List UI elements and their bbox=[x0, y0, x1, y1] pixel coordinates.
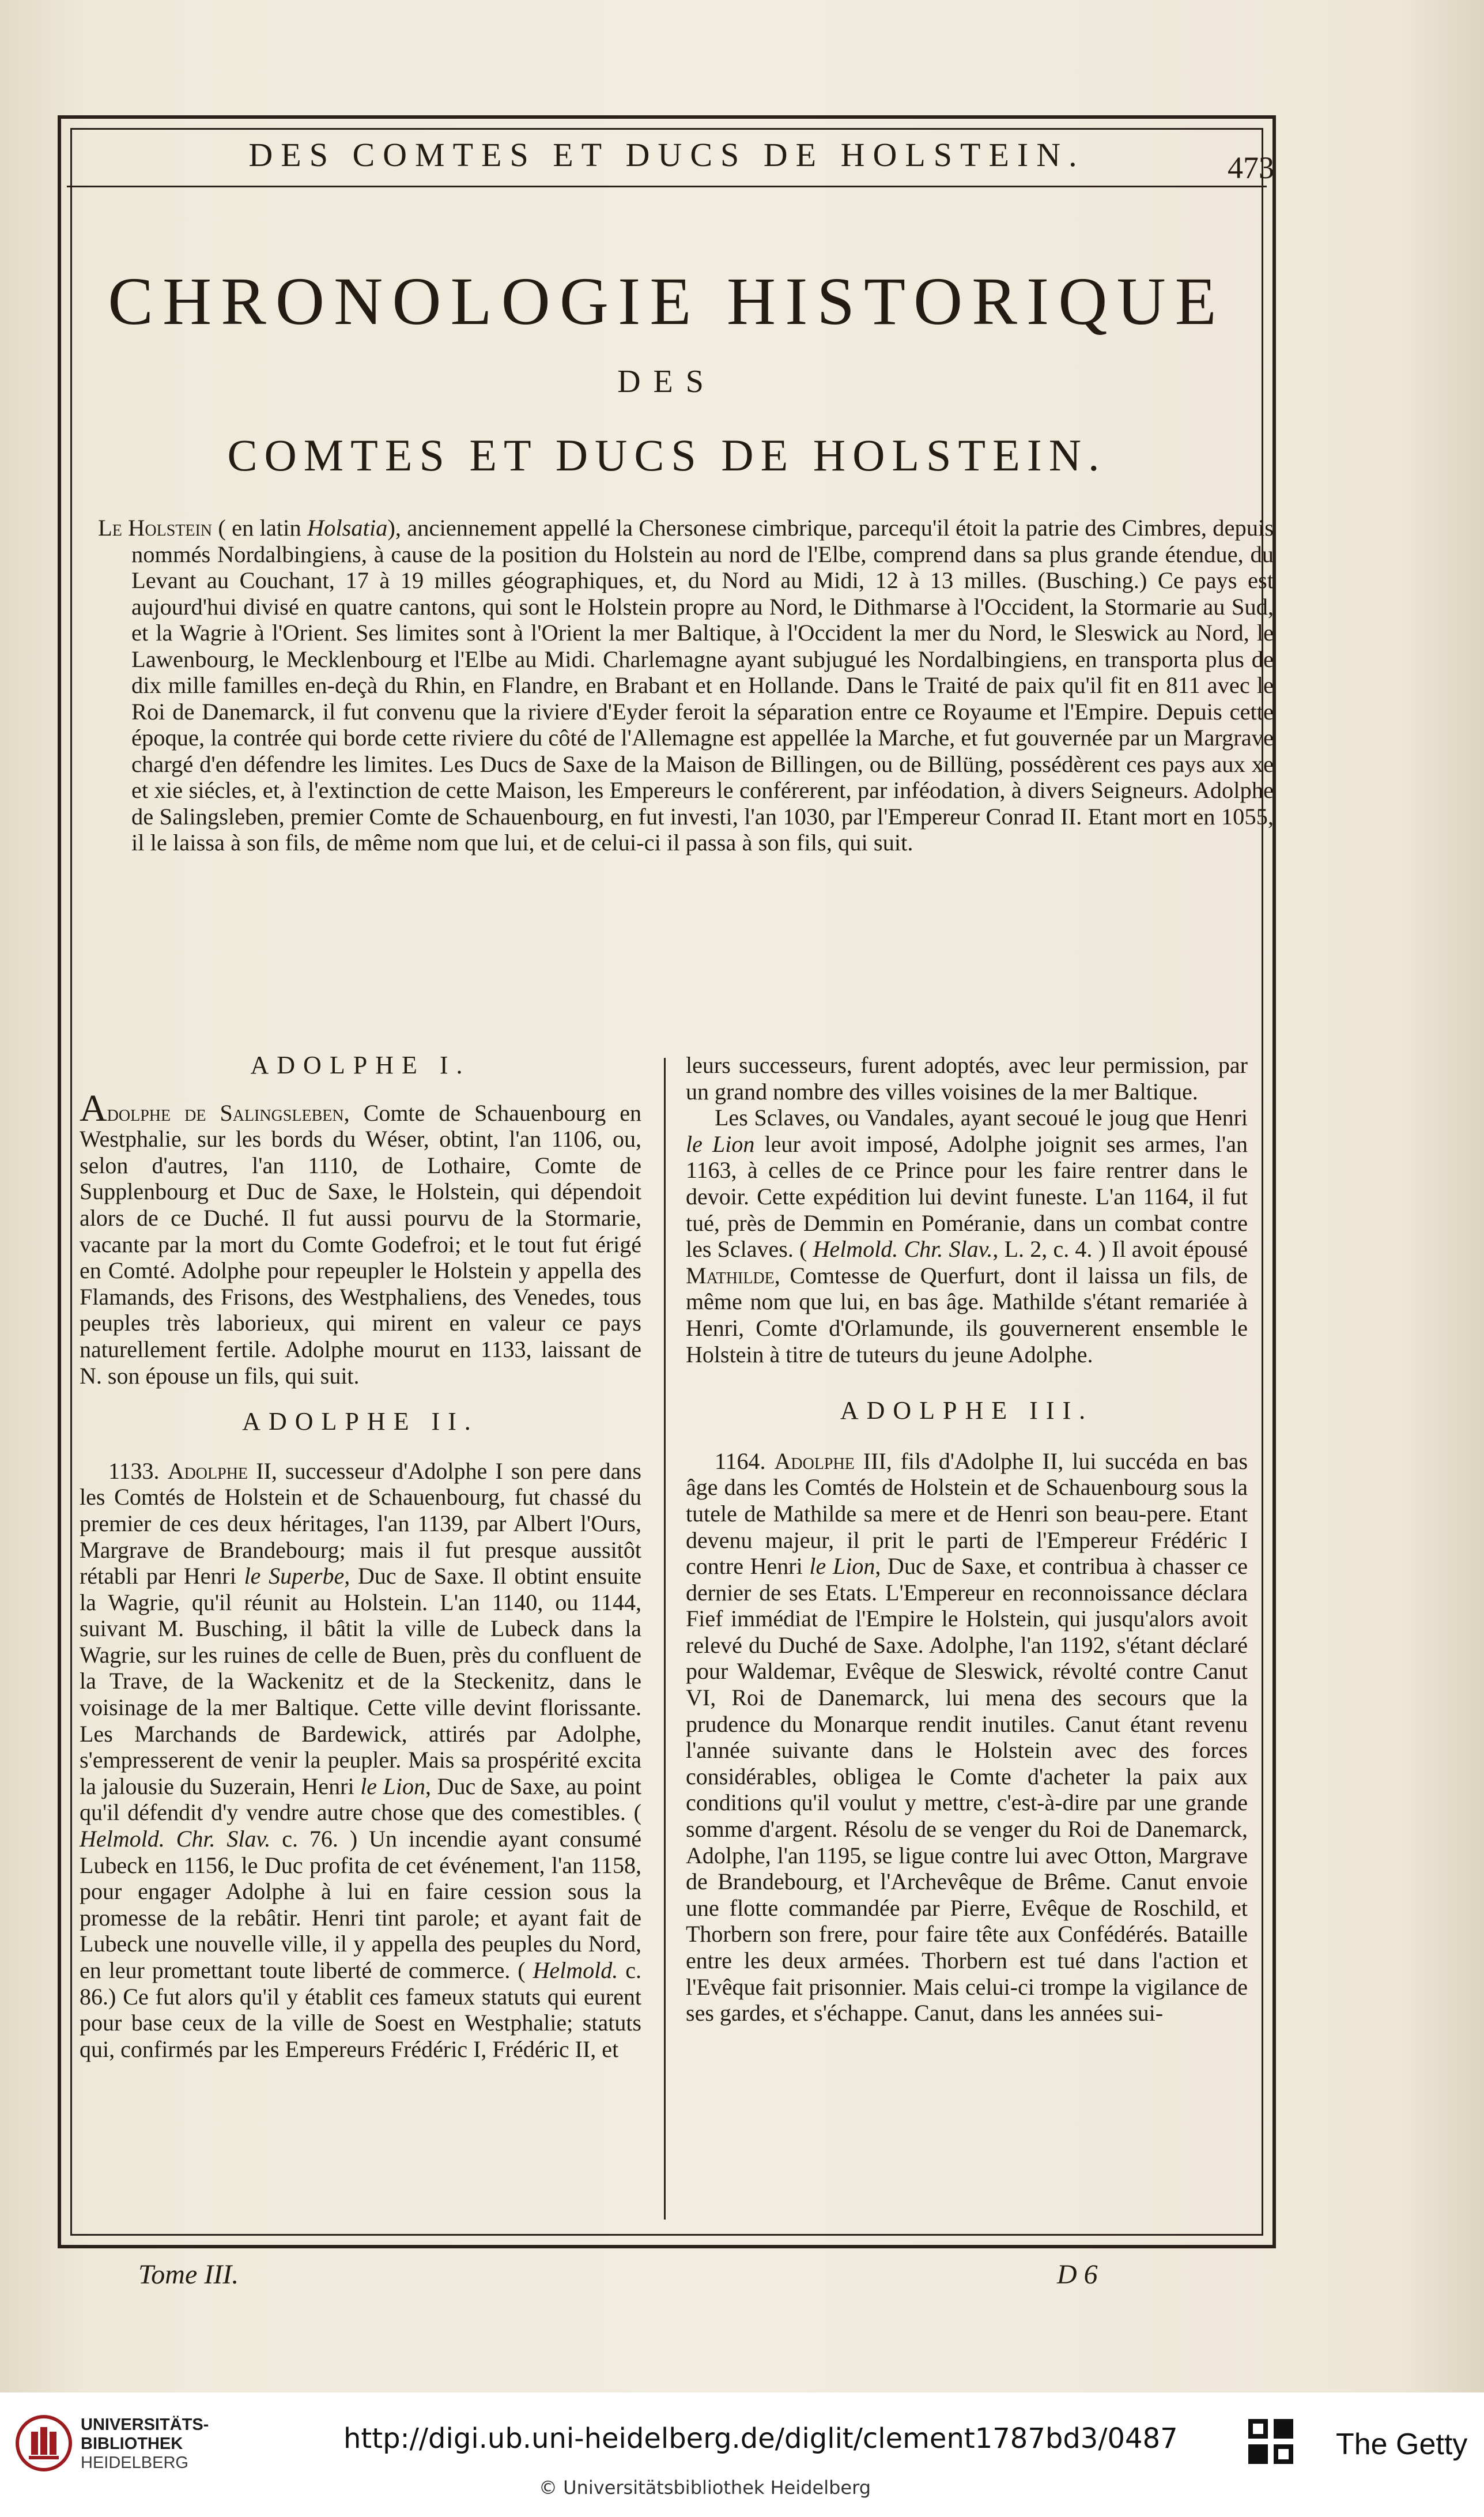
running-head: DES COMTES ET DUCS DE HOLSTEIN. bbox=[248, 136, 1085, 174]
page-number: 473 bbox=[1228, 150, 1274, 185]
adolphe-2-italic-3: Helmold. Chr. Slav. bbox=[80, 1826, 271, 1852]
adolphe-2-year: 1133. bbox=[108, 1457, 168, 1484]
title-connector: DES bbox=[617, 364, 716, 400]
permalink-url[interactable]: http://digi.ub.uni-heidelberg.de/diglit/clement1787bd3/0487 bbox=[343, 2422, 1178, 2455]
section-heading-adolphe-1: ADOLPHE I. bbox=[250, 1051, 471, 1079]
adolphe-3-paragraph bbox=[686, 1448, 1248, 2026]
intro-text-2: ), anciennement appellé la Chersonese cimbrique, parcequ'il étoit la patrie des Cimbres, depuis nommés Nordalbingiens, à cause de la position du Holstein au nord de l'Elbe, comprend dans sa plus grande étendue, du Levant au Couchant, 17 à 19 milles géographiques, et, du Nord au Midi, 12 à 13 milles. (Busching.) Ce pays est aujourd'hui divisé en quatre cantons, qui sont le Holstein propre au Nord, le Dithmarse à l'Occident, la Stormarie au Sud, et la Wagrie à l'Orient. Ses limites sont à l'Orient la mer Baltique, à l'Occident la mer du Nord, le Sleswick au Nord, le Lawenbourg, le Mecklenbourg et l'Elbe au Midi. Charlemagne ayant subjugué les Nordalbingiens, en transporta plus de dix mille familles en-deçà du Rhin, en Flandre, en Brabant et en Hollande. Dans le Traité de paix qu'il fit en 811 avec le Roi de Danemarck, il fut convenu que la riviere d'Eyder feroit la séparation entre ce Royaume et l'Empire. Depuis cette époque, la contrée qui borde cette riviere du côté de l'Allemagne est appellée la Marche, et fut gouvernée par un Margrave chargé d'en défendre les limites. Les Ducs de Saxe de la Maison de Billingen, ou de Billüng, possédèrent ces pays aux xe et xie siécles, et, à l'extinction de cette Maison, les Empereurs le conférerent, par inféodation, à divers Seigneurs. Adolphe de Salingsleben, premier Comte de Schauenbourg, en fut investi, l'an 1030, par l'Empereur Conrad II. Etant mort en 1055, il le laissa à son fils, de même nom que lui, et de celui-ci il passa à son fils, qui suit. bbox=[131, 515, 1274, 856]
uni-name-line-2: BIBLIOTHEK bbox=[81, 2435, 183, 2453]
sclaves-smallcaps: Mathilde bbox=[686, 1262, 775, 1288]
adolphe-1-lead: dolphe de Salingsleben bbox=[107, 1099, 344, 1126]
adolphe-2-text-2: Duc de Saxe. Il obtint ensuite la Wagrie, qu'il réunit au Holstein. L'an 1140, ou 1144, suivant M. Busching, il bâtit la ville de Lubeck dans la Wagrie, sur les ruines de celle de Buen, près du confluent de la Trave, de la Wackenitz et de la Steckenitz, dans le voisinage de la mer Baltique. Cette ville devint florissante. Les Marchands de Bardewick, attirés par Adolphe, s'empresserent de venir la peupler. Mais sa prospérité excita la jalousie du Suzerain, Henri bbox=[80, 1563, 641, 1799]
section-heading-adolphe-2: ADOLPHE II. bbox=[242, 1407, 479, 1436]
sclaves-text-1: Les Sclaves, ou Vandales, ayant secoué le joug que Henri bbox=[715, 1105, 1248, 1131]
adolphe-1-paragraph bbox=[80, 1087, 641, 1389]
uni-name-line-3: HEIDELBERG bbox=[81, 2454, 188, 2472]
ub-heidelberg-logo-icon[interactable] bbox=[15, 2414, 73, 2472]
adolphe-3-text-1: III, fils d'Adolphe II, lui succéda en bas âge dans les Comtés de Holstein et de Schauenbourg sous la tutele de Mathilde sa mere et de Henri son beau-pere. Etant devenu majeur, il prit le parti de l'Empereur Frédéric I contre Henri bbox=[686, 1448, 1248, 1580]
intro-paragraph bbox=[98, 515, 1274, 856]
column-divider bbox=[664, 1058, 666, 2220]
university-library-name[interactable] bbox=[81, 2416, 209, 2473]
adolphe-3-year: 1164. bbox=[715, 1448, 775, 1474]
intro-text-1: ( en latin bbox=[212, 515, 307, 541]
left-column bbox=[80, 1052, 641, 2062]
adolphe-2-text-5: c. 86.) Ce fut alors qu'il y établit ces fameux statuts qui eurent pour base ceux de la ville de Soest en Westphalie; statuts qui, confirmés par les Empereurs Frédéric I, Frédéric II, et bbox=[80, 1957, 641, 2062]
volume-signature: Tome III. bbox=[138, 2259, 239, 2290]
uni-name-line-1: UNIVERSITÄTS- bbox=[81, 2416, 209, 2434]
adolphe-2-lead: Adolphe bbox=[167, 1457, 248, 1484]
gathering-signature: D 6 bbox=[1057, 2259, 1098, 2290]
sclaves-paragraph bbox=[686, 1105, 1248, 1367]
adolphe-2-italic-4: Helmold. bbox=[533, 1957, 618, 1983]
adolphe-2-italic-2: le Lion bbox=[360, 1773, 425, 1799]
drop-initial: A bbox=[80, 1087, 107, 1129]
adolphe-2-italic-1: le Superbe, bbox=[244, 1563, 350, 1589]
sclaves-italic-1: le Lion bbox=[686, 1131, 755, 1157]
continuation-paragraph: leurs successeurs, furent adoptés, avec leur permission, par un grand nombre des villes voisines de la mer Baltique. bbox=[686, 1052, 1248, 1105]
right-column bbox=[686, 1052, 1248, 2026]
adolphe-1-text: , Comte de Schauenbourg en Westphalie, sur les bords du Wéser, obtint, l'an 1106, ou, selon d'autres, l'an 1110, de Lothaire, Comte de Supplenbourg et Duc de Saxe, le Holstein, qui dépendoit alors de ce Duché. Il fut aussi pourvu de la Stormarie, vacante par la mort du Comte Godefroi; et le tout fut érigé en Comté. Adolphe pour repeupler le Holstein y appella des Flamands, des Frisons, des Westphaliens, des Venedes, tous peuples très laborieux, qui mirent en valeur ce pays naturellement fertile. Adolphe mourut en 1133, laissant de N. son épouse un fils, qui suit. bbox=[80, 1099, 641, 1389]
getty-name[interactable]: The Getty bbox=[1336, 2428, 1468, 2461]
page-title: CHRONOLOGIE HISTORIQUE bbox=[108, 263, 1226, 339]
header-rule bbox=[67, 186, 1267, 187]
section-heading-adolphe-3: ADOLPHE III. bbox=[840, 1396, 1094, 1425]
page-subtitle: COMTES ET DUCS DE HOLSTEIN. bbox=[227, 430, 1107, 480]
sclaves-text-3: , L. 2, c. 4. ) Il avoit épousé bbox=[992, 1236, 1248, 1263]
adolphe-2-paragraph bbox=[80, 1458, 641, 2063]
intro-lead: Le Holstein bbox=[98, 515, 213, 541]
adolphe-2-text-1: II, successeur d'Adolphe I son pere dans les Comtés de Holstein et de Schauenbourg, fut chassé du premier de ces deux héritages, l'an 1139, par Albert l'Ours, Margrave de Brandebourg; mais il fut presque aussitôt rétabli par Henri bbox=[80, 1457, 642, 1589]
copyright-notice: © Universitätsbibliothek Heidelberg bbox=[539, 2477, 871, 2499]
adolphe-3-lead: Adolphe bbox=[774, 1448, 855, 1474]
adolphe-2-text-3: , Duc de Saxe, au point qu'il défendit d'y vendre autre chose que des comestibles. ( bbox=[80, 1773, 642, 1826]
adolphe-3-italic-1: le Lion bbox=[809, 1553, 875, 1580]
adolphe-3-text-2: , Duc de Saxe, et contribua à chasser ce dernier de ses Etats. L'Empereur en reconnoissance déclara Fief immédiat de l'Empire le Holstein, qui jusqu'alors avoit relevé du Duché de Saxe. Adolphe, l'an 1192, s'étant déclaré pour Waldemar, Evêque de Sleswick, révolté contre Canut VI, Roi de Danemarck, lui mena des secours que la prudence du Monarque rendit inutiles. Canut étant revenu l'année suivante dans le Holstein avec des forces considérables, obligea le Comte d'acheter la paix aux conditions qu'il voulut y mettre, c'est-à-dire par une grande somme d'argent. Résolu de se venger du Roi de Danemarck, Adolphe, l'an 1195, se ligue contre lui avec Otton, Margrave de Brandebourg, et l'Archevêque de Brême. Canut envoie une flotte commandée par Pierre, Evêque de Roschild, et Thorbern son frere, pour faire tête aux Confédérés. Bataille entre les deux armées. Thorbern est tué dans l'action et l'Evêque fait prisonnier. Mais celui-ci trompe la vigilance de ses gardes, et s'échappe. Canut, dans les années sui- bbox=[686, 1553, 1248, 2026]
viewer-footer-bar bbox=[0, 2392, 1484, 2517]
getty-logo-icon[interactable] bbox=[1245, 2416, 1297, 2467]
sclaves-italic-2: Helmold. Chr. Slav. bbox=[813, 1236, 993, 1263]
intro-latin: Holsatia bbox=[307, 515, 388, 541]
sclaves-text-2: leur avoit imposé, Adolphe joignit ses armes, l'an 1163, à celles de ce Prince pour les faire rentrer dans le devoir. Cette expédition lui devint funeste. L'an 1164, il fut tué, près de Demmin en Poméranie, dans un combat contre les Sclaves. ( bbox=[686, 1131, 1248, 1263]
sclaves-text-4: , Comtesse de Querfurt, dont il laissa un fils, de même nom que lui, en bas âge. Mathilde s'étant remariée à Henri, Comte d'Orlamunde, ils gouvernerent ensemble le Holstein à titre de tuteurs du jeune Adolphe. bbox=[686, 1262, 1248, 1367]
adolphe-2-text-4: c. 76. ) Un incendie ayant consumé Lubeck en 1156, le Duc profita de cet événement, l'an 1158, pour engager Adolphe à lui en faire cession sous la promesse de la rebâtir. Henri tint parole; et ayant fait de Lubeck une nouvelle ville, il y appella des peuples du Nord, en leur promettant toute liberté de commerce. ( bbox=[80, 1826, 641, 1983]
